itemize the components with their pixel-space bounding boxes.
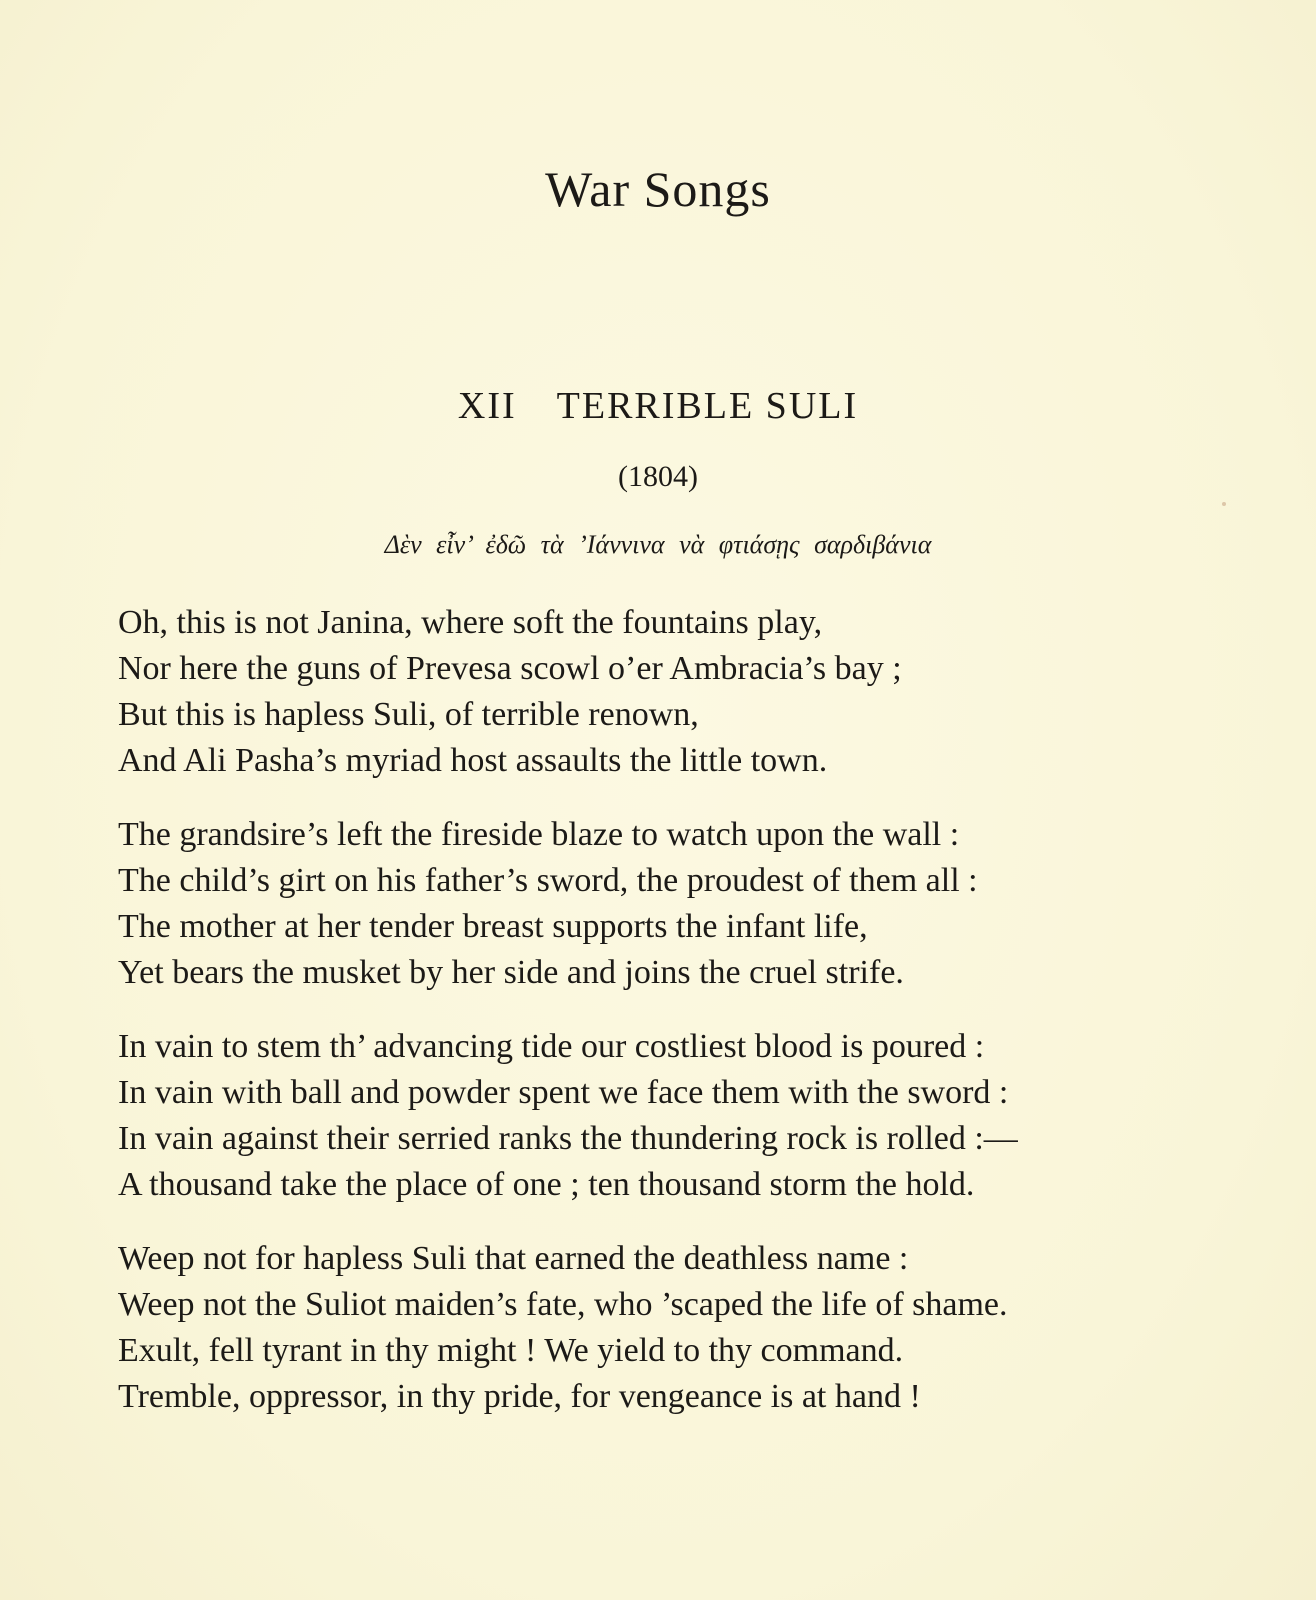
poem: [118, 600, 1208, 1448]
poem-line: Yet bears the musket by her side and joins the cruel strife.: [118, 954, 904, 991]
stanza: [118, 600, 1208, 784]
poem-line: Weep not for hapless Suli that earned the deathless name :: [118, 1240, 909, 1277]
poem-line: The grandsire’s left the fireside blaze to watch upon the wall :: [118, 816, 960, 853]
poem-line: In vain with ball and powder spent we face them with the sword :: [118, 1074, 1009, 1111]
stanza: [118, 1236, 1208, 1420]
running-head: War Songs: [545, 161, 771, 217]
greek-epigraph: Δὲν εἶν’ ἐδῶ τὰ ’Ιάννινα νὰ φτιάσῃς σαρδιβάνια: [384, 530, 932, 559]
section-title: [0, 384, 1316, 428]
poem-line: Weep not the Suliot maiden’s fate, who ’scaped the life of shame.: [118, 1286, 1008, 1323]
poem-line: Nor here the guns of Prevesa scowl o’er Ambracia’s bay ;: [118, 650, 902, 687]
poem-line: In vain against their serried ranks the thundering rock is rolled :—: [118, 1120, 1018, 1157]
section-year: (1804): [618, 460, 698, 493]
section-title-text: TERRIBLE SULI: [556, 385, 859, 427]
poem-line: A thousand take the place of one ; ten thousand storm the hold.: [118, 1166, 975, 1203]
paper-speck: [1222, 502, 1226, 506]
poem-line: And Ali Pasha’s myriad host assaults the little town.: [118, 742, 828, 779]
poem-line: In vain to stem th’ advancing tide our costliest blood is poured :: [118, 1028, 985, 1065]
section-number: XII: [457, 385, 517, 427]
poem-line: Oh, this is not Janina, where soft the fountains play,: [118, 604, 823, 641]
poem-line: But this is hapless Suli, of terrible renown,: [118, 696, 699, 733]
stanza: [118, 812, 1208, 996]
stanza: [118, 1024, 1208, 1208]
poem-line: The mother at her tender breast supports the infant life,: [118, 908, 868, 945]
poem-line: Tremble, oppressor, in thy pride, for vengeance is at hand !: [118, 1378, 921, 1415]
poem-line: The child’s girt on his father’s sword, the proudest of them all :: [118, 862, 978, 899]
poem-line: Exult, fell tyrant in thy might ! We yield to thy command.: [118, 1332, 904, 1369]
